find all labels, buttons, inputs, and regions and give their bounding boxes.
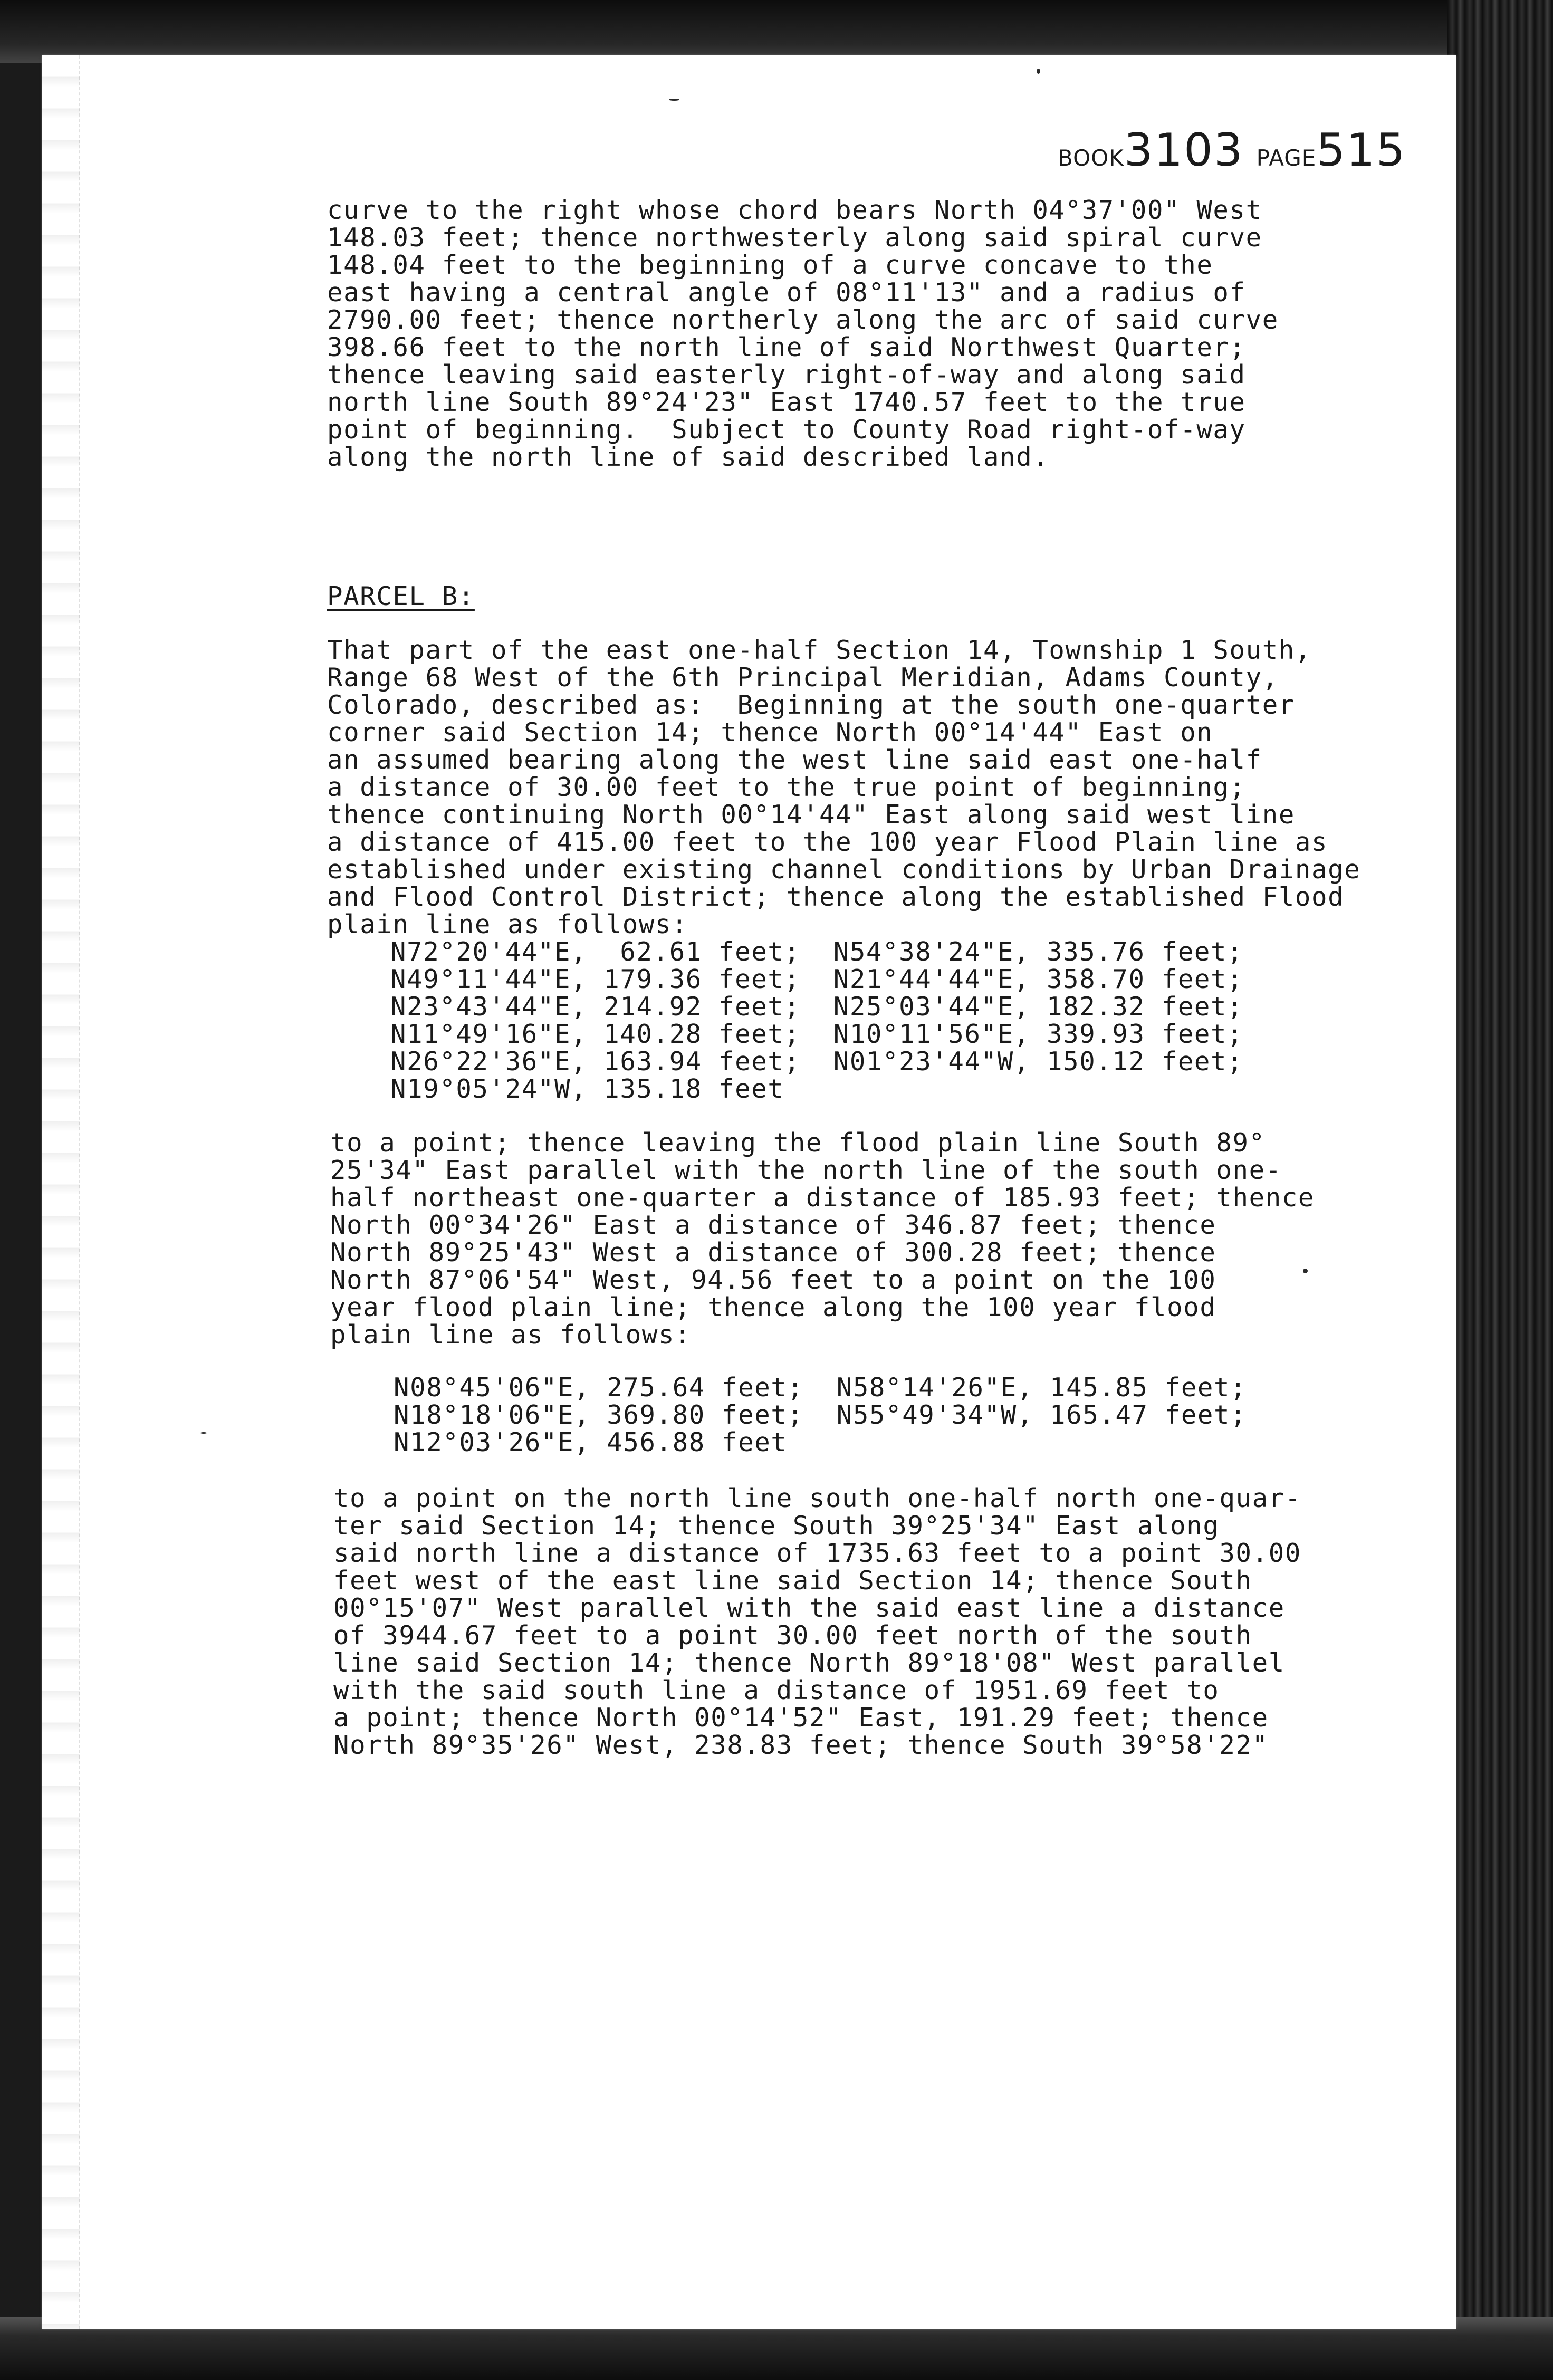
text-line: plain line as follows: — [330, 1320, 692, 1350]
bearing-row: N12°03'26"E, 456.88 feet — [394, 1427, 788, 1457]
text-line: North 89°35'26" West, 238.83 feet; thence South 39°58'22" — [333, 1730, 1269, 1760]
scan-border-right — [1447, 0, 1553, 2380]
text-line: a distance of 30.00 feet to the true point of beginning; — [327, 772, 1246, 802]
text-line: said north line a distance of 1735.63 feet to a point 30.00 — [333, 1538, 1301, 1568]
scan-border-top — [0, 0, 1553, 63]
text-line: a point; thence North 00°14'52" East, 191.29 feet; thence — [333, 1703, 1269, 1733]
scan-speck — [200, 1432, 207, 1434]
text-line: to a point; thence leaving the flood plain line South 89° — [330, 1128, 1266, 1158]
text-line: 2790.00 feet; thence northerly along the arc of said curve — [327, 305, 1279, 335]
text-line: plain line as follows: — [327, 909, 688, 939]
text-line: North 89°25'43" West a distance of 300.28 feet; thence — [330, 1237, 1216, 1268]
bearing-row: N26°22'36"E, 163.94 feet; N01°23'44"W, 150.12 feet; — [390, 1047, 1244, 1077]
bearing-row: N18°18'06"E, 369.80 feet; N55°49'34"W, 165.47 feet; — [394, 1400, 1247, 1430]
text-line: ter said Section 14; thence South 39°25'34" East along — [333, 1511, 1220, 1541]
text-line: feet west of the east line said Section 14; thence South — [333, 1566, 1252, 1596]
text-line: a distance of 415.00 feet to the 100 year Flood Plain line as — [327, 827, 1328, 857]
document-page — [42, 55, 1456, 2329]
page-number: 515 — [1316, 124, 1406, 177]
parcel-heading: PARCEL B: — [327, 581, 475, 611]
book-number: 3103 — [1124, 124, 1244, 177]
bearing-row: N19°05'24"W, 135.18 feet — [390, 1074, 784, 1104]
bearing-row: N72°20'44"E, 62.61 feet; N54°38'24"E, 335.76 feet; — [390, 937, 1244, 967]
paper-left-edge — [42, 55, 80, 2329]
text-line: of 3944.67 feet to a point 30.00 feet north of the south — [333, 1620, 1252, 1650]
text-line: That part of the east one-half Section 14, Township 1 South, — [327, 635, 1312, 665]
text-line: east having a central angle of 08°11'13" and a radius of — [327, 277, 1246, 308]
book-label: BOOK — [1058, 145, 1124, 171]
text-line: Range 68 West of the 6th Principal Meridian, Adams County, — [327, 663, 1279, 693]
text-line: North 00°34'26" East a distance of 346.87 feet; thence — [330, 1210, 1216, 1240]
scan-speck — [1303, 1269, 1308, 1273]
text-line: year flood plain line; thence along the 100 year flood — [330, 1292, 1216, 1322]
text-line: along the north line of said described land. — [327, 442, 1049, 472]
text-line: with the said south line a distance of 1951.69 feet to — [333, 1675, 1220, 1705]
text-line: 148.03 feet; thence northwesterly along said spiral curve — [327, 223, 1262, 253]
text-line: line said Section 14; thence North 89°18'08" West parallel — [333, 1648, 1285, 1678]
text-line: 00°15'07" West parallel with the said east line a distance — [333, 1593, 1285, 1623]
text-line: North 87°06'54" West, 94.56 feet to a point on the 100 — [330, 1265, 1216, 1295]
text-line: and Flood Control District; thence along the established Flood — [327, 882, 1345, 912]
bearing-row: N49°11'44"E, 179.36 feet; N21°44'44"E, 358.70 feet; — [390, 964, 1244, 994]
text-line: 148.04 feet to the beginning of a curve concave to the — [327, 250, 1213, 280]
text-line: Colorado, described as: Beginning at the south one-quarter — [327, 690, 1295, 720]
text-line: half northeast one-quarter a distance of 185.93 feet; thence — [330, 1183, 1315, 1213]
text-line: thence leaving said easterly right-of-way and along said — [327, 360, 1246, 390]
text-line: north line South 89°24'23" East 1740.57 feet to the true — [327, 387, 1246, 417]
bearing-row: N11°49'16"E, 140.28 feet; N10°11'56"E, 339.93 feet; — [390, 1019, 1244, 1049]
page-label: PAGE — [1256, 145, 1317, 171]
scan-speck — [669, 99, 679, 101]
scan-speck — [1037, 69, 1040, 74]
text-line: 25'34" East parallel with the north line of the south one- — [330, 1155, 1282, 1185]
bearing-row: N23°43'44"E, 214.92 feet; N25°03'44"E, 182.32 feet; — [390, 992, 1244, 1022]
book-page-stamp — [1058, 124, 1406, 177]
text-line: to a point on the north line south one-half north one-quar- — [333, 1483, 1301, 1513]
bearing-row: N08°45'06"E, 275.64 feet; N58°14'26"E, 145.85 feet; — [394, 1373, 1247, 1403]
text-line: an assumed bearing along the west line said east one-half — [327, 745, 1262, 775]
text-line: point of beginning. Subject to County Road right-of-way — [327, 415, 1246, 445]
text-line: thence continuing North 00°14'44" East along said west line — [327, 800, 1295, 830]
text-line: corner said Section 14; thence North 00°14'44" East on — [327, 717, 1213, 747]
text-line: established under existing channel conditions by Urban Drainage — [327, 855, 1361, 885]
text-line: 398.66 feet to the north line of said Northwest Quarter; — [327, 332, 1246, 362]
text-line: curve to the right whose chord bears North 04°37'00" West — [327, 195, 1262, 225]
